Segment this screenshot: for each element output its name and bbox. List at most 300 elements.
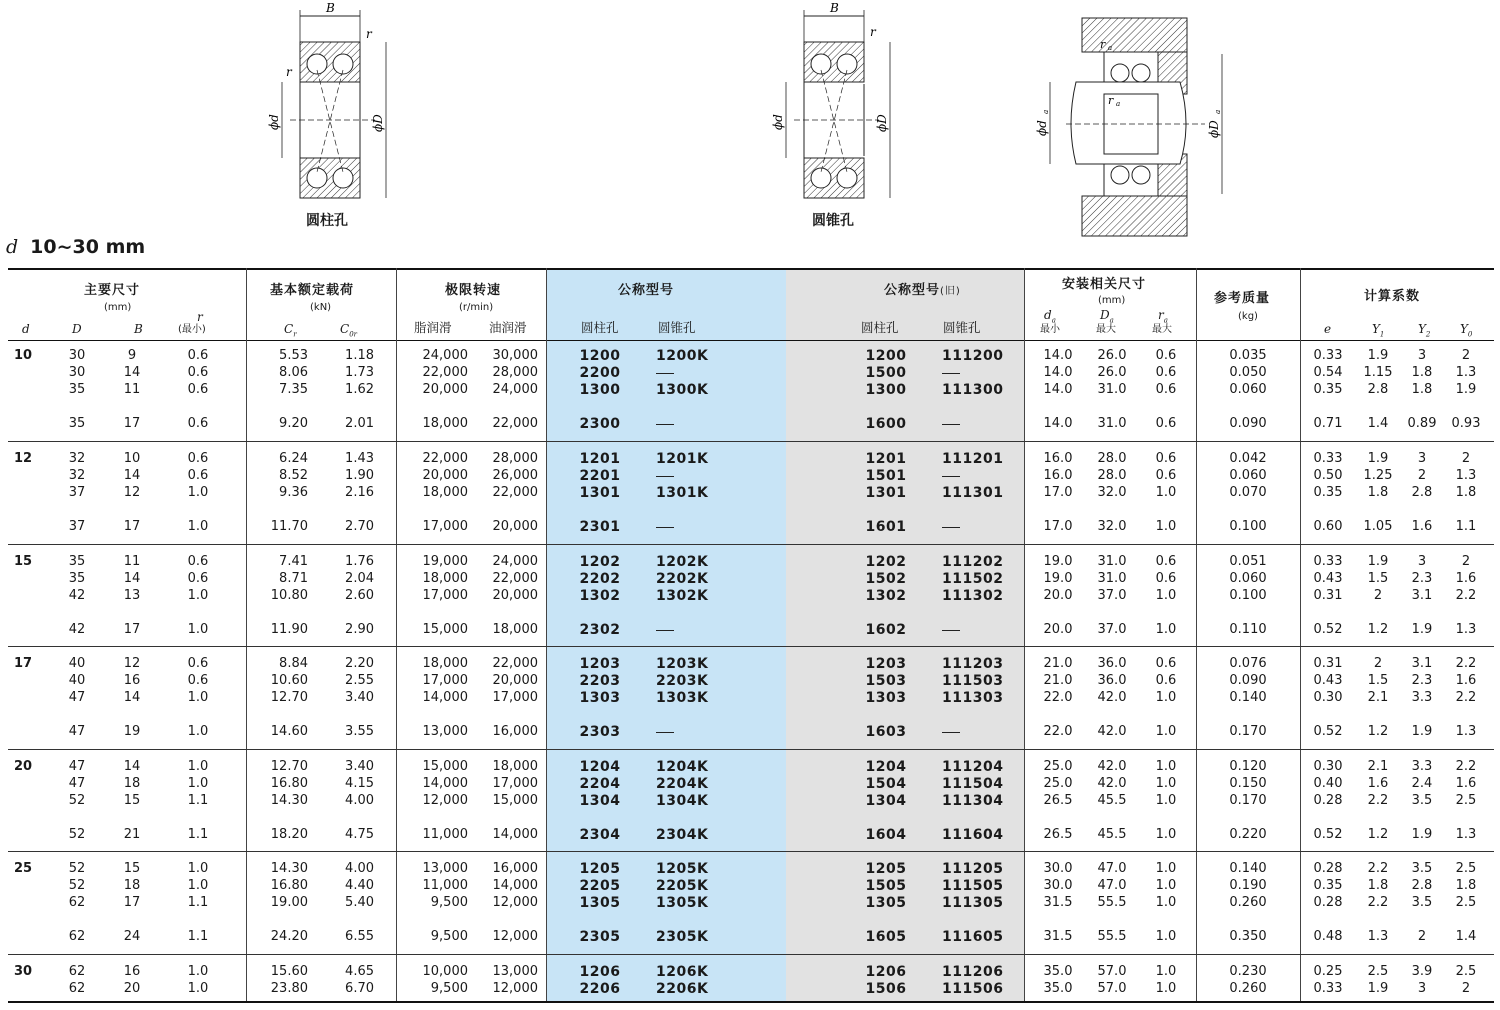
table-cell: 1.3 — [1455, 827, 1477, 842]
table-cell: 0.6 — [1155, 365, 1177, 380]
table-cell: 14 — [123, 365, 141, 380]
sub-ra-top: a — [1108, 44, 1113, 52]
table-cell: 30,000 — [492, 348, 538, 363]
dash-mark — [656, 424, 674, 425]
table-cell: 1502 — [865, 571, 907, 587]
table-cell: 31.0 — [1097, 382, 1127, 397]
table-cell: 2 — [1461, 348, 1471, 363]
table-cell: 18,000 — [422, 485, 468, 500]
table-cell: 28.0 — [1097, 468, 1127, 483]
table-cell: 111302 — [942, 588, 1004, 604]
table-cell: 1600 — [865, 416, 907, 432]
table-cell: 1203 — [865, 656, 907, 672]
table-cell: 2 — [1461, 451, 1471, 466]
table-cell: 12,000 — [492, 929, 538, 944]
table-cell: 2204K — [656, 776, 709, 792]
table-cell: 1200 — [865, 348, 907, 364]
table-cell: 0.35 — [1313, 878, 1343, 893]
table-cell: 1604 — [865, 827, 907, 843]
table-cell: 2.2 — [1455, 656, 1477, 671]
table-cell: 111202 — [942, 554, 1004, 570]
divider — [1196, 268, 1197, 1003]
table-cell: 1.0 — [1155, 793, 1177, 808]
table-cell: 0.33 — [1313, 981, 1343, 996]
table-cell: 20,000 — [422, 382, 468, 397]
table-cell: 3.3 — [1411, 690, 1433, 705]
table-cell: 111206 — [942, 964, 1004, 980]
table-cell: 12 — [123, 656, 141, 671]
table-cell: 22,000 — [492, 485, 538, 500]
table-cell: 4.40 — [345, 878, 374, 893]
table-cell: 0.6 — [187, 571, 209, 586]
table-cell: 22,000 — [492, 656, 538, 671]
table-cell: 47.0 — [1097, 861, 1127, 876]
table-cell: 0.31 — [1313, 656, 1343, 671]
table-cell: 2205 — [579, 878, 621, 894]
table-cell: 17,000 — [422, 588, 468, 603]
table-cell: 4.00 — [345, 861, 374, 876]
table-cell: 0.110 — [1229, 622, 1267, 637]
table-cell: 14 — [123, 690, 141, 705]
table-cell: 0.40 — [1313, 776, 1343, 791]
header-mass: 参考质量 — [1214, 291, 1271, 306]
table-cell: 1.0 — [187, 588, 209, 603]
table-cell: 3.40 — [345, 690, 374, 705]
table-cell: 20.0 — [1043, 622, 1073, 637]
table-cell: 20,000 — [492, 519, 538, 534]
table-cell: 1304 — [865, 793, 907, 809]
dash-mark — [656, 527, 674, 528]
table-cell: 2.60 — [345, 588, 374, 603]
table-cell: 1.62 — [345, 382, 374, 397]
table-cell: 22,000 — [422, 451, 468, 466]
table-cell: 1303 — [579, 690, 621, 706]
table-cell: 1.0 — [1155, 485, 1177, 500]
col-Da: $D_a$ — [1100, 308, 1114, 325]
col-Da-note: 最大 — [1096, 324, 1116, 335]
table-cell: 40 — [68, 656, 86, 671]
table-cell: 2202 — [579, 571, 621, 587]
table-cell: 2206K — [656, 981, 709, 997]
divider — [1300, 268, 1301, 1003]
table-cell: 17,000 — [492, 690, 538, 705]
table-cell: 30 — [68, 365, 86, 380]
table-cell: 0.43 — [1313, 571, 1343, 586]
table-cell: 6.55 — [345, 929, 374, 944]
table-cell: 1.0 — [1155, 827, 1177, 842]
table-cell: 0.060 — [1229, 468, 1267, 483]
table-cell: 16.0 — [1043, 451, 1073, 466]
table-cell: 47 — [68, 724, 86, 739]
table-cell: 24,000 — [492, 382, 538, 397]
table-cell: 2.2 — [1455, 690, 1477, 705]
table-cell: 11 — [123, 554, 141, 569]
table-cell: 9,500 — [430, 981, 468, 996]
table-cell: 1.2 — [1367, 827, 1389, 842]
col-y2: $Y_2$ — [1418, 322, 1431, 339]
table-cell: 1.5 — [1367, 673, 1389, 688]
table-cell: 35 — [68, 416, 86, 431]
table-cell: 1300 — [579, 382, 621, 398]
table-cell: 1.0 — [1155, 690, 1177, 705]
table-cell: 3.1 — [1411, 588, 1433, 603]
table-cell — [656, 364, 716, 382]
table-cell: 30.0 — [1043, 878, 1073, 893]
table-cell: 111502 — [942, 571, 1004, 587]
table-cell: 1.0 — [187, 981, 209, 996]
table-cell: 1.8 — [1455, 878, 1477, 893]
table-cell: 40 — [68, 673, 86, 688]
table-cell: 0.260 — [1229, 981, 1267, 996]
label-phi-d: ϕd — [771, 114, 785, 130]
table-cell: 2.20 — [345, 656, 374, 671]
table-cell: 1.9 — [1367, 981, 1389, 996]
table-cell: 18 — [123, 878, 141, 893]
table-cell: 24 — [123, 929, 141, 944]
table-cell: 1.05 — [1363, 519, 1393, 534]
table-cell: 8.71 — [279, 571, 308, 586]
table-cell: 1304 — [579, 793, 621, 809]
table-cell: 1.0 — [1155, 861, 1177, 876]
dash-mark — [656, 630, 674, 631]
group-separator — [8, 954, 1494, 955]
table-cell: 1.0 — [187, 964, 209, 979]
label-phi-d: ϕd — [267, 114, 281, 130]
table-cell: 2303 — [579, 724, 621, 740]
table-cell: 111203 — [942, 656, 1004, 672]
table-cell: 20.0 — [1043, 588, 1073, 603]
col-r-note: (最小) — [178, 324, 206, 335]
table-cell: 17 — [123, 519, 141, 534]
dash-mark — [942, 476, 960, 477]
header-main-dims: 主要尺寸 — [84, 283, 141, 298]
table-cell: 6.24 — [279, 451, 308, 466]
table-cell — [656, 467, 716, 485]
table-cell: 57.0 — [1097, 964, 1127, 979]
table-cell: 1.0 — [187, 519, 209, 534]
table-cell: 21.0 — [1043, 656, 1073, 671]
table-cell: 1.0 — [187, 759, 209, 774]
table-cell: 1.1 — [187, 793, 209, 808]
table-cell: 111303 — [942, 690, 1004, 706]
col-D: D — [72, 322, 82, 336]
table-cell: 12 — [14, 451, 33, 466]
table-cell: 0.6 — [187, 673, 209, 688]
table-cell: 1205 — [865, 861, 907, 877]
table-cell: 9,500 — [430, 929, 468, 944]
table-cell: 24,000 — [492, 554, 538, 569]
dash-mark — [656, 373, 674, 374]
table-cell: 28,000 — [492, 365, 538, 380]
table-cell: 111504 — [942, 776, 1004, 792]
table-cell: 2205K — [656, 878, 709, 894]
table-cell: 31.5 — [1043, 895, 1073, 910]
table-cell: 0.25 — [1313, 964, 1343, 979]
table-cell: 19 — [123, 724, 141, 739]
table-cell: 62 — [68, 895, 86, 910]
table-cell: 1501 — [865, 468, 907, 484]
table-cell: 1.0 — [1155, 878, 1177, 893]
group-separator — [8, 441, 1494, 442]
table-cell: 16 — [123, 964, 141, 979]
table-cell: 2.2 — [1455, 759, 1477, 774]
table-cell: 0.6 — [187, 451, 209, 466]
table-cell: 42 — [68, 622, 86, 637]
table-cell: 2 — [1461, 981, 1471, 996]
label-phi-da: ϕd — [1035, 120, 1049, 136]
table-cell: 1304K — [656, 793, 709, 809]
header-install: 安装相关尺寸 — [1062, 277, 1147, 292]
table-cell: 1.0 — [187, 878, 209, 893]
table-cell: 0.28 — [1313, 861, 1343, 876]
col-da: $d_a$ — [1044, 308, 1056, 325]
table-cell: 2.5 — [1455, 861, 1477, 876]
header-model-old-title: 公称型号 — [884, 283, 941, 298]
table-cell: 0.33 — [1313, 451, 1343, 466]
table-cell: 1300K — [656, 382, 709, 398]
table-cell: 0.30 — [1313, 690, 1343, 705]
table-cell: 17 — [123, 895, 141, 910]
table-cell: 10 — [14, 348, 33, 363]
table-cell: 14.0 — [1043, 365, 1073, 380]
table-cell: 28,000 — [492, 451, 538, 466]
table-cell: 10.60 — [270, 673, 308, 688]
table-cell: 2.55 — [345, 673, 374, 688]
table-cell: 2 — [1417, 929, 1427, 944]
dash-mark — [656, 732, 674, 733]
table-cell: 2302 — [579, 622, 621, 638]
table-cell: 24.20 — [270, 929, 308, 944]
table-cell — [942, 467, 1012, 485]
table-cell: 62 — [68, 929, 86, 944]
table-cell: 17,000 — [422, 519, 468, 534]
table-cell: 0.6 — [1155, 348, 1177, 363]
col-oil: 油润滑 — [489, 320, 527, 335]
table-cell: 111304 — [942, 793, 1004, 809]
table-cell: 55.5 — [1097, 895, 1127, 910]
table-cell: 20,000 — [492, 588, 538, 603]
table-cell: 0.28 — [1313, 895, 1343, 910]
table-cell: 16.80 — [270, 878, 308, 893]
table-cell: 22.0 — [1043, 724, 1073, 739]
table-cell: 26.5 — [1043, 827, 1073, 842]
table-cell: 2.8 — [1411, 878, 1433, 893]
table-cell: 57.0 — [1097, 981, 1127, 996]
table-cell: 1302 — [865, 588, 907, 604]
table-cell: 20,000 — [422, 468, 468, 483]
table-cell: 1305K — [656, 895, 709, 911]
table-cell: 4.75 — [345, 827, 374, 842]
table-cell: 14 — [123, 468, 141, 483]
group-separator — [8, 749, 1494, 750]
table-cell: 16,000 — [492, 861, 538, 876]
table-cell: 14.30 — [270, 793, 308, 808]
table-cell: 2301 — [579, 519, 621, 535]
table-cell: 2.1 — [1367, 690, 1389, 705]
table-cell: 20,000 — [492, 673, 538, 688]
table-cell: 1301 — [865, 485, 907, 501]
table-cell: 16.0 — [1043, 468, 1073, 483]
table-cell: 9.20 — [279, 416, 308, 431]
table-cell: 32 — [68, 468, 86, 483]
table-cell: 0.170 — [1229, 793, 1267, 808]
table-cell: 10,000 — [422, 964, 468, 979]
table-top-rule — [8, 268, 1494, 270]
table-cell: 62 — [68, 964, 86, 979]
group-separator — [8, 851, 1494, 852]
header-speed: 极限转速 — [445, 283, 502, 298]
table-cell: 12,000 — [492, 895, 538, 910]
table-cell: 36.0 — [1097, 656, 1127, 671]
header-load-unit: (kN) — [310, 302, 332, 313]
table-cell: 52 — [68, 827, 86, 842]
table-cell: 1.6 — [1455, 571, 1477, 586]
table-cell: 1305 — [579, 895, 621, 911]
table-cell: 0.35 — [1313, 382, 1343, 397]
table-cell: 1500 — [865, 365, 907, 381]
label-phi-Da: ϕD — [1207, 120, 1221, 138]
table-cell: 17.0 — [1043, 519, 1073, 534]
divider — [246, 268, 247, 1003]
table-cell: 1302K — [656, 588, 709, 604]
table-cell: 0.52 — [1313, 724, 1343, 739]
table-cell: 1.43 — [345, 451, 374, 466]
label-b: B — [326, 1, 335, 15]
table-cell: 2.70 — [345, 519, 374, 534]
table-cell: 0.6 — [1155, 416, 1177, 431]
table-cell: 1204 — [579, 759, 621, 775]
table-cell: 3.40 — [345, 759, 374, 774]
table-cell: 13,000 — [422, 724, 468, 739]
bearing-diagram-cylindrical — [260, 0, 400, 235]
table-cell: 0.30 — [1313, 759, 1343, 774]
table-cell: 2.04 — [345, 571, 374, 586]
table-cell: 11.90 — [270, 622, 308, 637]
table-cell: 2.8 — [1411, 485, 1433, 500]
table-cell: 4.00 — [345, 793, 374, 808]
table-cell: 35 — [68, 382, 86, 397]
table-cell: 3.5 — [1411, 861, 1433, 876]
table-cell: 25.0 — [1043, 759, 1073, 774]
table-cell: 1.25 — [1363, 468, 1393, 483]
table-cell: 1.0 — [1155, 981, 1177, 996]
table-cell: 111301 — [942, 485, 1004, 501]
table-cell: 2203 — [579, 673, 621, 689]
table-cell: 111505 — [942, 878, 1004, 894]
table-cell: 1504 — [865, 776, 907, 792]
table-cell: 0.52 — [1313, 622, 1343, 637]
table-cell: 0.042 — [1229, 451, 1267, 466]
table-cell: 3.1 — [1411, 656, 1433, 671]
table-cell: 21.0 — [1043, 673, 1073, 688]
table-cell: 1.9 — [1411, 724, 1433, 739]
table-cell: 2.16 — [345, 485, 374, 500]
table-cell: 1.90 — [345, 468, 374, 483]
table-cell: 2 — [1373, 656, 1383, 671]
bearing-spec-table — [8, 268, 1494, 1003]
table-cell: 1204K — [656, 759, 709, 775]
table-cell: 0.6 — [1155, 571, 1177, 586]
table-cell: 0.6 — [1155, 673, 1177, 688]
table-cell: 18,000 — [422, 571, 468, 586]
table-cell: 1505 — [865, 878, 907, 894]
table-cell: 2304K — [656, 827, 709, 843]
table-cell: 20 — [14, 759, 33, 774]
col-old-taper: 圆锥孔 — [943, 320, 981, 335]
table-cell: 2.90 — [345, 622, 374, 637]
table-cell: 12 — [123, 485, 141, 500]
table-cell: 2206 — [579, 981, 621, 997]
table-cell: 5.53 — [279, 348, 308, 363]
table-cell: 11 — [123, 382, 141, 397]
table-cell — [656, 723, 716, 741]
label-phi-D: ϕD — [371, 114, 385, 132]
col-ra-note: 最大 — [1152, 324, 1172, 335]
table-cell: 1206 — [579, 964, 621, 980]
table-cell: 14.30 — [270, 861, 308, 876]
table-cell — [942, 518, 1012, 536]
table-cell: 8.06 — [279, 365, 308, 380]
col-B: B — [134, 322, 143, 336]
table-cell: 0.48 — [1313, 929, 1343, 944]
table-cell: 2.8 — [1367, 382, 1389, 397]
col-d: d — [22, 322, 30, 336]
table-cell: 45.5 — [1097, 793, 1127, 808]
table-cell: 0.35 — [1313, 485, 1343, 500]
table-cell: 52 — [68, 878, 86, 893]
table-bottom-rule — [8, 1001, 1494, 1003]
col-grease: 脂润滑 — [414, 320, 452, 335]
table-cell: 2.2 — [1367, 895, 1389, 910]
dash-mark — [942, 424, 960, 425]
table-cell: 30 — [68, 348, 86, 363]
table-cell: 45.5 — [1097, 827, 1127, 842]
table-cell: 3.3 — [1411, 759, 1433, 774]
table-cell: 3 — [1417, 348, 1427, 363]
sub-da: a — [1042, 109, 1050, 114]
table-cell: 2201 — [579, 468, 621, 484]
table-cell: 0.100 — [1229, 519, 1267, 534]
table-cell: 15 — [14, 554, 33, 569]
table-cell: 15,000 — [422, 622, 468, 637]
table-cell: 2.4 — [1411, 776, 1433, 791]
table-cell: 11,000 — [422, 878, 468, 893]
header-model-old-suffix: (旧) — [940, 286, 961, 297]
table-cell: 1.76 — [345, 554, 374, 569]
table-cell: 0.6 — [187, 416, 209, 431]
table-cell — [942, 415, 1012, 433]
table-cell: 26.5 — [1043, 793, 1073, 808]
table-cell: 32.0 — [1097, 485, 1127, 500]
table-cell — [656, 621, 716, 639]
table-cell: 0.6 — [187, 554, 209, 569]
table-cell: 0.43 — [1313, 673, 1343, 688]
table-cell: 2.2 — [1455, 588, 1477, 603]
table-cell: 16,000 — [492, 724, 538, 739]
table-cell: 4.65 — [345, 964, 374, 979]
table-cell: 0.89 — [1407, 416, 1437, 431]
table-cell: 3.9 — [1411, 964, 1433, 979]
table-cell: 0.060 — [1229, 571, 1267, 586]
table-cell: 2.5 — [1455, 895, 1477, 910]
table-cell: 0.350 — [1229, 929, 1267, 944]
table-cell: 0.71 — [1313, 416, 1343, 431]
table-cell: 18,000 — [422, 416, 468, 431]
table-cell: 26.0 — [1097, 365, 1127, 380]
col-old-cyl: 圆柱孔 — [861, 320, 899, 335]
table-cell: 1303 — [865, 690, 907, 706]
table-cell: 0.6 — [187, 382, 209, 397]
